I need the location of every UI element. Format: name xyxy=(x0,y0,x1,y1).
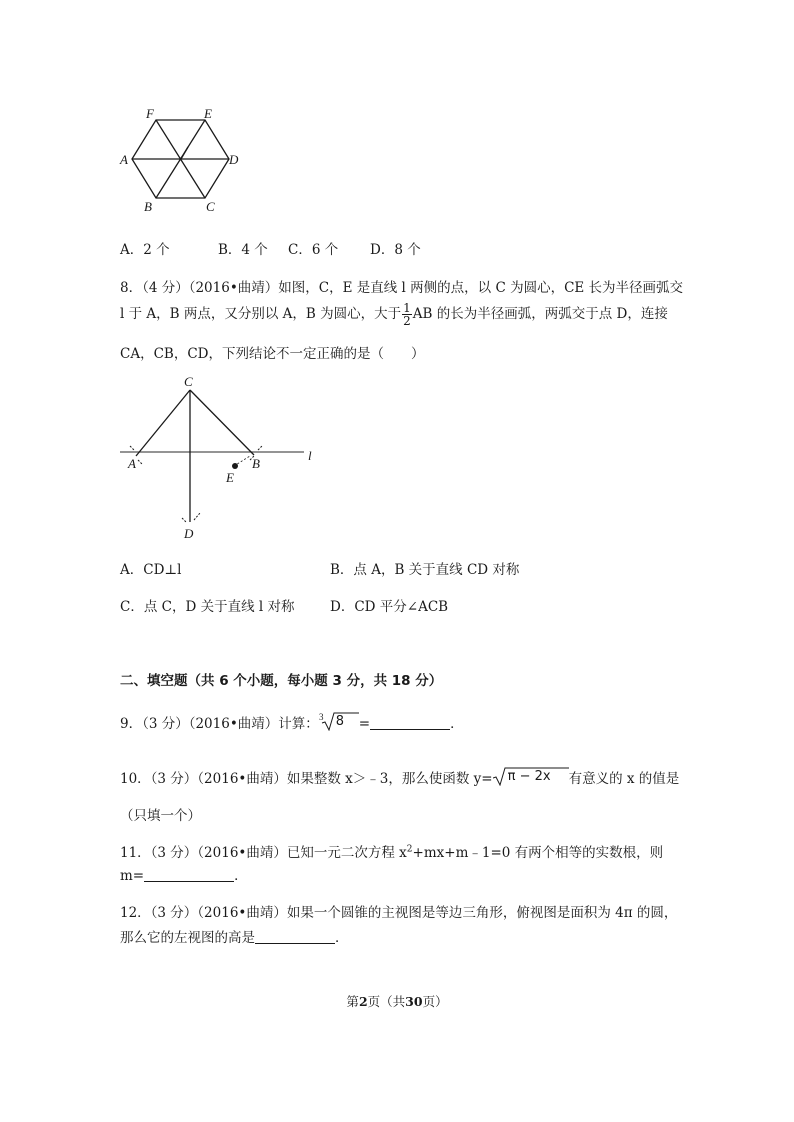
q11-line2 xyxy=(120,864,248,884)
square-root xyxy=(493,766,569,786)
q8-stem-line2 xyxy=(120,302,668,327)
q8-option-a: A．CD⊥l xyxy=(120,562,182,578)
q12-answer-blank[interactable] xyxy=(255,929,335,944)
hex-label-c: C xyxy=(206,199,215,214)
segment-ca xyxy=(136,390,190,456)
footer-mid: 页（共 xyxy=(367,994,406,1009)
page-footer xyxy=(0,992,794,1010)
point-e xyxy=(232,463,238,469)
q10-prefix: 10．（3 分）（2016•曲靖）如果整数 x＞﹣3，那么使函数 y= xyxy=(120,771,493,787)
q12-line2 xyxy=(120,926,349,946)
hex-label-e: E xyxy=(204,106,212,121)
fraction-denominator: 2 xyxy=(403,314,411,328)
section-title: 二、填空题（共 6 个小题，每小题 3 分，共 18 分） xyxy=(120,673,443,689)
q7-option-c: C．6 个 xyxy=(288,242,339,258)
q8-line2-pre: l 于 A，B 两点，又分别以 A，B 为圆心，大于 xyxy=(120,306,402,322)
fig8-label-c: C xyxy=(184,374,193,389)
q11-end: ． xyxy=(234,868,248,884)
q11-line1 xyxy=(120,841,663,861)
footer-pre: 第 xyxy=(346,994,359,1009)
footer-total-pages: 30 xyxy=(405,994,423,1009)
q10-radicand: π − 2x xyxy=(507,769,551,784)
q11-suffix: +mx+m﹣1=0 有两个相等的实数根，则 xyxy=(412,845,664,861)
q12-end: ． xyxy=(335,930,349,946)
q8-option-b: B．点 A，B 关于直线 CD 对称 xyxy=(330,562,520,578)
cube-root xyxy=(319,711,359,731)
hex-label-a: A xyxy=(120,152,128,167)
footer-post: 页） xyxy=(422,994,448,1009)
hexagon-figure xyxy=(112,100,252,215)
segment-cb xyxy=(190,390,254,455)
fig8-label-e: E xyxy=(226,470,234,485)
q12-prefix: 那么它的左视图的高是 xyxy=(120,930,255,946)
root-index: 3 xyxy=(318,712,324,722)
q7-option-d: D．8 个 xyxy=(370,242,421,258)
fig8-label-b: B xyxy=(252,456,260,471)
q9-line xyxy=(120,711,464,732)
fig8-label-d: D xyxy=(184,526,194,541)
q9-end: ． xyxy=(450,716,464,732)
q8-figure xyxy=(112,370,332,545)
q10-suffix: 有意义的 x 的值是 xyxy=(568,771,680,787)
q8-line2-post: AB 的长为半径画弧，两弧交于点 D，连接 xyxy=(412,306,668,322)
hex-label-b: B xyxy=(144,199,152,214)
fraction-one-half xyxy=(402,302,412,327)
q11-answer-blank[interactable] xyxy=(144,867,234,882)
fig8-label-l: l xyxy=(308,448,312,463)
q9-prefix: 9．（3 分）（2016•曲靖）计算： xyxy=(120,716,319,732)
q9-radicand: 8 xyxy=(335,714,345,729)
q11-m-label: m= xyxy=(120,868,145,884)
q10-line2: （只填一个） xyxy=(120,808,201,824)
q7-option-a: A．2 个 xyxy=(120,242,170,258)
fraction-numerator: 1 xyxy=(403,301,411,315)
q11-prefix: 11．（3 分）（2016•曲靖）已知一元二次方程 x xyxy=(120,845,407,861)
q8-option-d: D．CD 平分∠ACB xyxy=(330,599,449,615)
hex-label-f: F xyxy=(146,106,154,121)
q7-option-b: B．4 个 xyxy=(218,242,268,258)
hex-label-d: D xyxy=(229,152,239,167)
arc-d xyxy=(182,513,200,522)
center-arrow xyxy=(181,147,188,159)
footer-page-number: 2 xyxy=(358,994,368,1009)
q11-exponent: 2 xyxy=(406,844,413,855)
q9-answer-blank[interactable] xyxy=(370,715,450,730)
q9-equals: = xyxy=(358,716,371,732)
q8-option-c: C．点 C，D 关于直线 l 对称 xyxy=(120,599,295,615)
fig8-label-a: A xyxy=(128,456,136,471)
q12-line1: 12．（3 分）（2016•曲靖）如果一个圆锥的主视图是等边三角形，俯视图是面积为 4π 的圆， xyxy=(120,905,678,921)
q8-stem-line1: 8．（4 分）（2016•曲靖）如图，C，E 是直线 l 两侧的点，以 C 为圆心，CE 长为半径画弧交 xyxy=(120,280,684,296)
q8-stem-line3: CA，CB，CD，下列结论不一定正确的是（ ） xyxy=(120,346,425,362)
q10-line1 xyxy=(120,766,679,787)
